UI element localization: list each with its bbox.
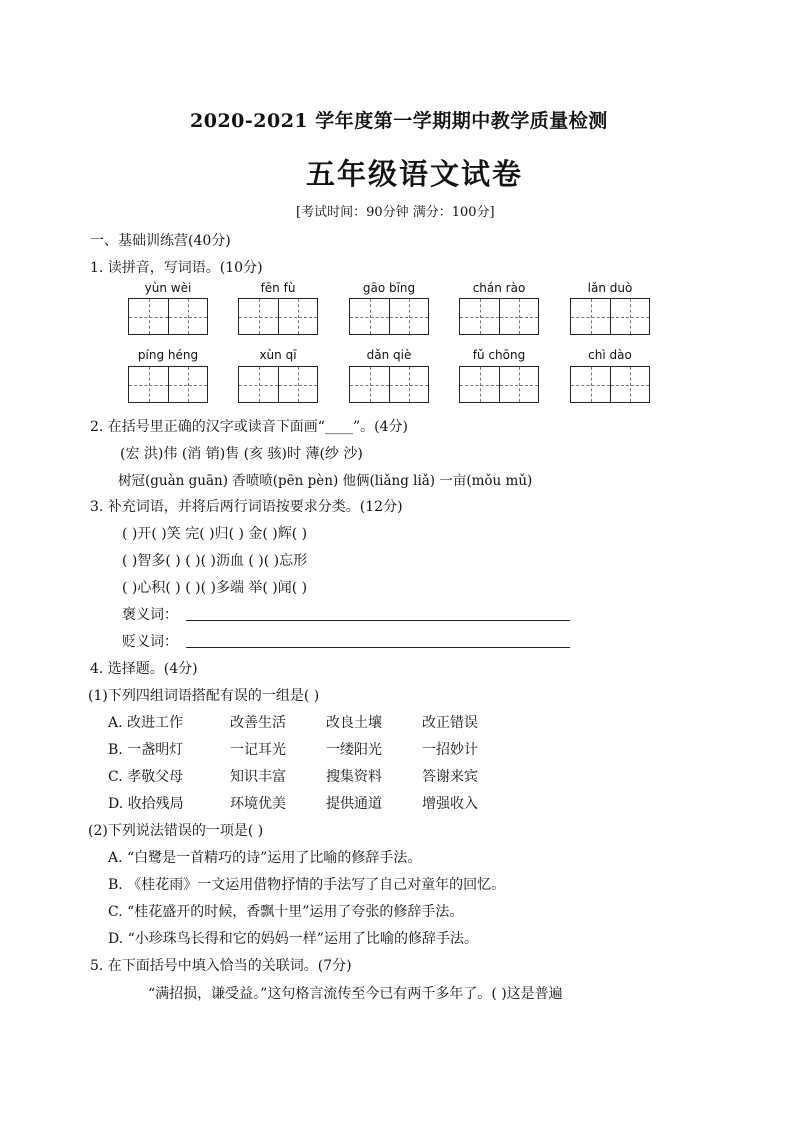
question-2-title: 2. 在括号里正确的汉字或读音下面画“____”。(4分)	[90, 419, 408, 435]
question-4-title: 4. 选择题。(4分)	[90, 661, 198, 677]
option-sentence: D. “小珍珠鸟长得和它的妈妈一样”运用了比喻的修辞手法。	[108, 931, 478, 947]
option-word: 一记耳光	[230, 742, 286, 758]
character-grid[interactable]	[128, 366, 208, 403]
option-label: C. 孝敬父母	[108, 769, 184, 785]
question-5-title: 5. 在下面括号中填入恰当的关联词。(7分)	[90, 958, 352, 974]
pinyin-label: chán rào	[472, 281, 526, 295]
option-sentence: C. “桂花盛开的时候，香飘十里”运用了夸张的修辞手法。	[108, 904, 464, 920]
option-word: 改善生活	[230, 715, 286, 731]
pinyin-label: chì dào	[588, 348, 632, 362]
option-word: 环境优美	[230, 796, 286, 812]
pinyin-label: yùn wèi	[144, 281, 192, 295]
option-word: 改良土壤	[326, 715, 382, 731]
question-3-title: 3. 补充词语，并将后两行词语按要求分类。(12分)	[90, 499, 403, 515]
question-3-line: ( )心积( ) ( )( )多端 举( )闻( )	[122, 580, 308, 596]
character-grid[interactable]	[238, 366, 318, 403]
option-word: 一招妙计	[422, 742, 478, 758]
option-word: 提供通道	[326, 796, 382, 812]
pinyin-label: fǔ chōng	[472, 348, 526, 362]
exam-title: 五年级语文试卷	[306, 157, 524, 191]
character-grid[interactable]	[128, 298, 208, 335]
pinyin-label: píng héng	[137, 348, 199, 362]
option-word: 答谢来宾	[422, 769, 478, 785]
character-grid[interactable]	[570, 366, 650, 403]
negative-words-label: 贬义词：	[122, 634, 178, 650]
character-grid[interactable]	[459, 298, 539, 335]
option-sentence: B. 《桂花雨》一文运用借物抒情的手法写了自己对童年的回忆。	[108, 877, 506, 893]
pinyin-label: fēn fù	[260, 281, 296, 295]
pinyin-label: lǎn duò	[587, 281, 633, 295]
option-label: B. 一盏明灯	[108, 742, 184, 758]
section-title: 一、基础训练营(40分)	[90, 233, 231, 249]
question-4-subquestion: (1)下列四组词语搭配有误的一组是( )	[88, 688, 320, 704]
option-word: 一缕阳光	[326, 742, 382, 758]
question-3-line: ( )开( )笑 完( )归( ) 金( )辉( )	[122, 526, 308, 542]
question-2-line: 树冠(guàn guān) 香喷喷(pēn pèn) 他俩(liǎng liǎ) 一亩(mǒu mǔ)	[118, 473, 533, 489]
character-grid[interactable]	[349, 366, 429, 403]
exam-header-line: 2020-2021 学年度第一学期期中教学质量检测	[190, 110, 608, 132]
positive-words-answer-line[interactable]	[186, 619, 570, 621]
negative-words-answer-line[interactable]	[186, 646, 570, 648]
question-4-subquestion: (2)下列说法错误的一项是( )	[88, 823, 264, 839]
pinyin-label: dǎn qiè	[366, 348, 412, 362]
option-word: 知识丰富	[230, 769, 286, 785]
option-label: D. 收拾残局	[108, 796, 184, 812]
option-word: 搜集资料	[326, 769, 382, 785]
character-grid[interactable]	[238, 298, 318, 335]
option-word: 改正错误	[422, 715, 478, 731]
question-2-line: (宏 洪)伟 (消 销)售 (亥 骇)时 薄(纱 沙)	[120, 446, 363, 462]
exam-info: [考试时间：90分钟 满分：100分]	[296, 205, 495, 220]
pinyin-label: xùn qī	[259, 348, 297, 362]
option-sentence: A. “白鹭是一首精巧的诗”运用了比喻的修辞手法。	[108, 850, 422, 866]
question-3-line: ( )智多( ) ( )( )沥血 ( )( )忘形	[122, 553, 308, 569]
option-word: 增强收入	[422, 796, 478, 812]
character-grid[interactable]	[349, 298, 429, 335]
character-grid[interactable]	[570, 298, 650, 335]
character-grid[interactable]	[459, 366, 539, 403]
positive-words-label: 褒义词：	[122, 607, 178, 623]
question-5-text: “满招损，谦受益。”这句格言流传至今已有两千多年了。( )这是普遍	[148, 986, 563, 1002]
question-1-title: 1. 读拼音，写词语。(10分)	[90, 260, 263, 276]
option-label: A. 改进工作	[108, 715, 184, 731]
pinyin-label: gāo bīng	[362, 281, 416, 295]
